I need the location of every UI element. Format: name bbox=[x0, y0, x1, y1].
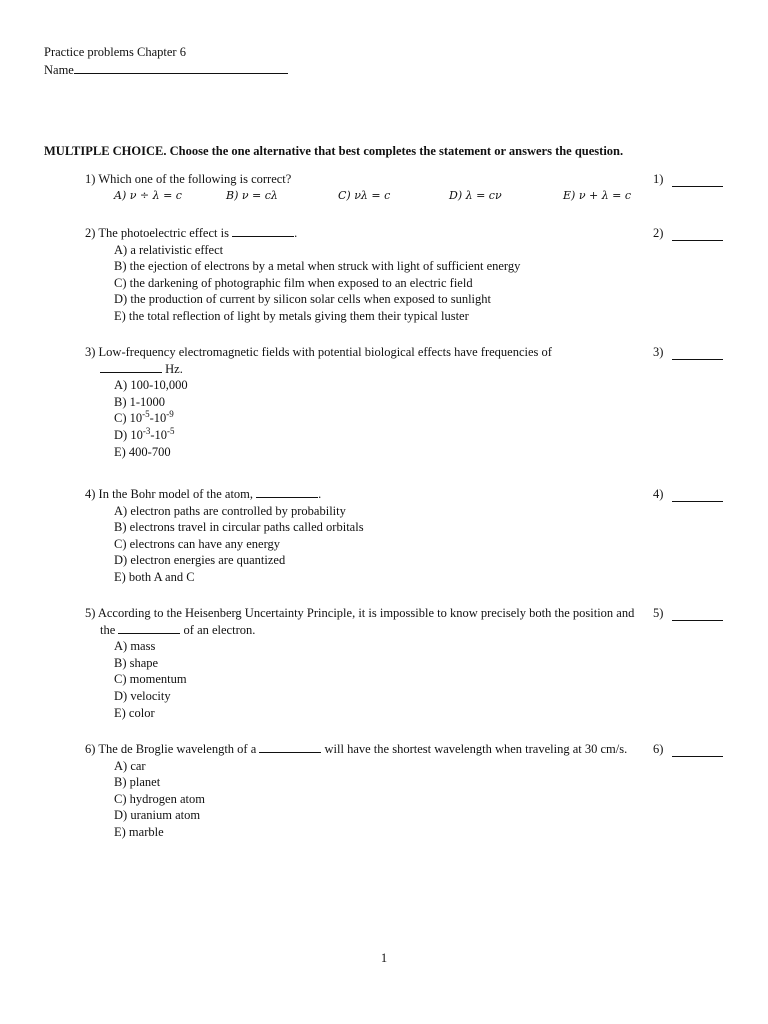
answer-blank-5[interactable] bbox=[672, 620, 723, 621]
page-number: 1 bbox=[380, 951, 388, 965]
question-1 bbox=[85, 171, 645, 205]
question-2 bbox=[85, 225, 645, 325]
answer-blank-2[interactable] bbox=[672, 240, 723, 241]
name-blank-line[interactable] bbox=[74, 61, 288, 74]
option-c[interactable]: C) $10^{-5}-10^{-9}$ bbox=[114, 409, 174, 426]
answer-blank-6[interactable] bbox=[672, 756, 723, 757]
option-e[interactable]: E) both A and C bbox=[114, 569, 195, 584]
option-b[interactable]: B) electrons travel in circular paths called orbitals bbox=[114, 520, 364, 535]
question-stem-end: . bbox=[294, 226, 298, 240]
question-5 bbox=[85, 605, 645, 721]
option-e[interactable]: E) marble bbox=[114, 824, 164, 839]
fill-in-blank bbox=[259, 741, 321, 753]
question-stem-end: Hz. bbox=[165, 361, 183, 376]
question-number: 3) bbox=[85, 345, 96, 359]
question-stem-end: . bbox=[318, 487, 322, 501]
question-stem: Which one of the following is correct? bbox=[98, 172, 292, 186]
question-stem-end: of an electron. bbox=[183, 622, 256, 637]
option-b[interactable]: B) shape bbox=[114, 655, 159, 670]
question-stem: In the Bohr model of the atom, bbox=[98, 487, 254, 501]
question-number: 6) bbox=[85, 742, 96, 756]
option-c[interactable]: C) electrons can have any energy bbox=[114, 536, 281, 551]
name-label: Name bbox=[44, 63, 74, 77]
option-d[interactable]: D) λ = cν bbox=[449, 188, 502, 202]
instructions: MULTIPLE CHOICE. Choose the one alternative that best completes the statement or answers the question. bbox=[44, 144, 624, 158]
question-stem: Low-frequency electromagnetic fields with potential biological effects have frequencies of bbox=[98, 345, 552, 359]
option-c[interactable]: C) hydrogen atom bbox=[114, 791, 205, 806]
option-a[interactable]: A) electron paths are controlled by probability bbox=[114, 503, 346, 518]
option-b[interactable]: B) planet bbox=[114, 775, 161, 790]
option-d[interactable]: D) electron energies are quantized bbox=[114, 553, 286, 568]
document-title: Practice problems Chapter 6 bbox=[44, 45, 186, 59]
answer-number-4: 4) bbox=[653, 487, 664, 501]
option-a[interactable]: A) ν ÷ λ = c bbox=[114, 188, 182, 202]
answer-number-5: 5) bbox=[653, 606, 664, 620]
option-b[interactable]: B) ν = cλ bbox=[226, 188, 278, 202]
option-d[interactable]: D) the production of current by silicon solar cells when exposed to sunlight bbox=[114, 292, 492, 307]
option-a[interactable]: A) car bbox=[114, 758, 146, 773]
name-field bbox=[44, 61, 288, 79]
question-number: 2) bbox=[85, 226, 96, 240]
question-4 bbox=[85, 486, 645, 586]
option-e[interactable]: E) the total reflection of light by metals giving them their typical luster bbox=[114, 308, 469, 323]
fill-in-blank bbox=[118, 622, 180, 634]
answer-blank-3[interactable] bbox=[672, 359, 723, 360]
question-number: 1) bbox=[85, 172, 96, 186]
option-a[interactable]: A) a relativistic effect bbox=[114, 242, 224, 257]
option-c[interactable]: C) νλ = c bbox=[338, 188, 391, 202]
question-stem: The de Broglie wavelength of a bbox=[98, 742, 257, 756]
question-number: 5) bbox=[85, 606, 96, 620]
answer-number-6: 6) bbox=[653, 742, 664, 756]
question-number: 4) bbox=[85, 487, 96, 501]
option-d[interactable]: D) uranium atom bbox=[114, 808, 201, 823]
option-b[interactable]: B) the ejection of electrons by a metal when struck with light of sufficient energy bbox=[114, 259, 521, 274]
option-c[interactable]: C) the darkening of photographic film when exposed to an electric field bbox=[114, 275, 473, 290]
option-b[interactable]: B) 1-1000 bbox=[114, 394, 166, 409]
option-d[interactable]: D) $10^{-3}-10^{-5}$ bbox=[114, 425, 175, 442]
option-e[interactable]: E) 400-700 bbox=[114, 444, 171, 459]
question-stem: The photoelectric effect is bbox=[98, 226, 229, 240]
option-a[interactable]: A) mass bbox=[114, 639, 156, 654]
answer-blank-1[interactable] bbox=[672, 186, 723, 187]
answer-number-1: 1) bbox=[653, 172, 664, 186]
answer-blank-4[interactable] bbox=[672, 501, 723, 502]
fill-in-blank bbox=[256, 486, 318, 498]
fill-in-blank bbox=[100, 361, 162, 373]
option-a[interactable]: A) 100-10,000 bbox=[114, 378, 188, 393]
option-e[interactable]: E) color bbox=[114, 705, 155, 720]
question-stem-end: will have the shortest wavelength when traveling at 30 cm/s. bbox=[324, 742, 628, 756]
fill-in-blank bbox=[232, 225, 294, 237]
option-c[interactable]: C) momentum bbox=[114, 672, 187, 687]
option-d[interactable]: D) velocity bbox=[114, 688, 171, 703]
question-stem: According to the Heisenberg Uncertainty Principle, it is impossible to know precisely both the position and the bbox=[97, 606, 635, 637]
question-3 bbox=[85, 344, 645, 460]
question-6 bbox=[85, 741, 645, 841]
answer-number-3: 3) bbox=[653, 345, 664, 359]
answer-number-2: 2) bbox=[653, 226, 664, 240]
option-e[interactable]: E) ν + λ = c bbox=[563, 188, 632, 202]
